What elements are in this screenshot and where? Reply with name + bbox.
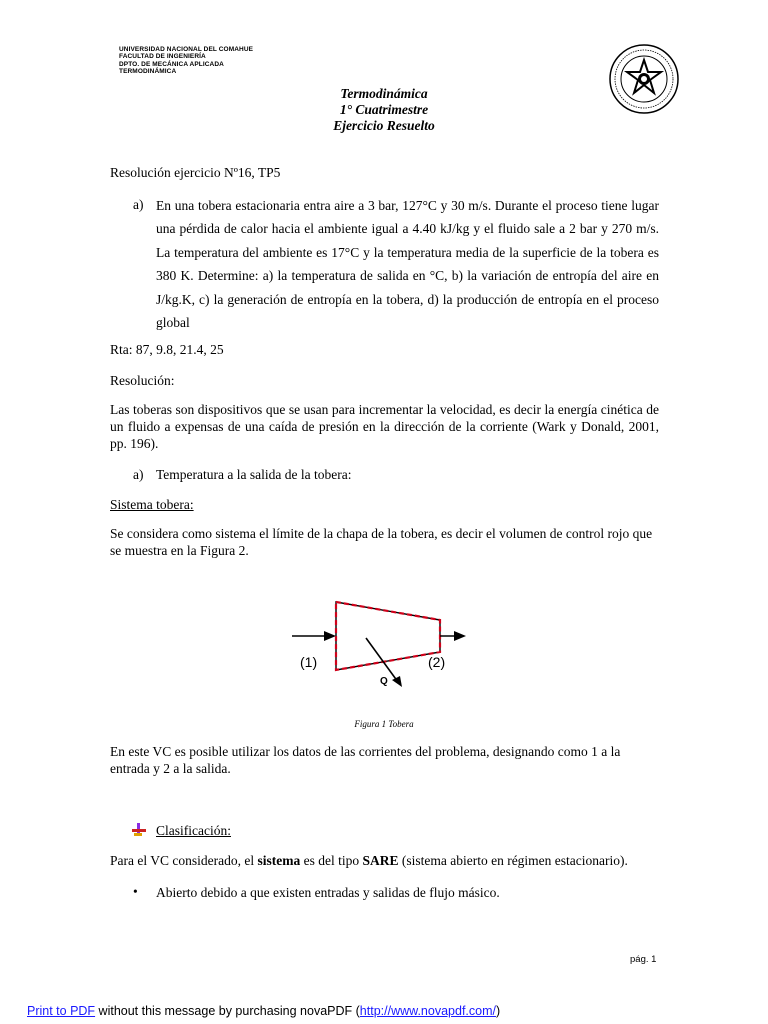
- system-heading: Sistema tobera:: [110, 497, 194, 512]
- nozzle-body: [336, 602, 440, 670]
- system-paragraph: Se considera como sistema el límite de la chapa de la tobera, es decir el volumen de control rojo que se muestra en la Figura 2.: [110, 526, 653, 558]
- figure-caption: Figura 1 Tobera: [354, 719, 414, 729]
- title-line: 1° Cuatrimestre: [339, 102, 429, 117]
- bullet-item: Abierto debido a que existen entradas y salidas de flujo másico.: [156, 885, 500, 900]
- title-line: Termodinámica: [340, 86, 428, 101]
- novapdf-link[interactable]: http://www.novapdf.com/: [359, 1004, 496, 1018]
- header-line: UNIVERSIDAD NACIONAL DEL COMAHUE: [119, 46, 254, 53]
- title-line: Ejercicio Resuelto: [333, 118, 435, 133]
- intro-paragraph: Las toberas son dispositivos que se usan para incrementar la velocidad, es decir la energía cinética de un fluido a expensas de una caída de presión en la dirección de la corriente (Wark y Donald, 2001, pp. 196).: [110, 402, 659, 451]
- sare-middle: es del tipo: [300, 853, 363, 868]
- document-titles: [0, 86, 768, 134]
- resolucion-label: Resolución:: [110, 373, 175, 388]
- print-to-pdf-link[interactable]: Print to PDF: [27, 1004, 96, 1018]
- bullet-dot: •: [133, 884, 138, 899]
- header-line: TERMODINÁMICA: [119, 68, 177, 76]
- sare-paragraph: [110, 852, 628, 869]
- item-a-text: Temperatura a la salida de la tobera:: [156, 467, 352, 482]
- answer-line: Rta: 87, 9.8, 21.4, 25: [110, 342, 224, 357]
- sare-bold-sare: SARE: [362, 853, 399, 868]
- footer-end-text: ): [495, 1004, 501, 1018]
- item-a-marker: a): [133, 467, 144, 482]
- sare-suffix: (sistema abierto en régimen estacionario).: [398, 853, 628, 868]
- print-footer: [27, 1004, 500, 1018]
- heat-arrowhead: [392, 676, 402, 687]
- header-line: DPTO. DE MECÁNICA APLICADA: [119, 60, 224, 68]
- clasificacion-label: Clasificación:: [156, 823, 231, 838]
- outlet-arrowhead: [454, 631, 466, 641]
- hand-pointer-icon: [131, 823, 147, 837]
- sare-bold-sistema: sistema: [257, 853, 301, 868]
- vc-paragraph: En este VC es posible utilizar los datos de las corrientes del problema, designando como 1 a la entrada y 2 a la salida.: [110, 744, 621, 776]
- inlet-label: (1): [300, 654, 318, 670]
- heat-label: Q: [380, 676, 388, 687]
- page-number: pág. 1: [630, 954, 657, 965]
- footer-middle-text: without this message by purchasing novaPDF (: [95, 1004, 360, 1018]
- institution-header: [119, 46, 253, 76]
- header-line: FACULTAD DE INGENIERÍA: [119, 53, 206, 61]
- problem-marker: a): [133, 197, 144, 212]
- nozzle-figure: [280, 590, 480, 700]
- problem-statement: En una tobera estacionaria entra aire a 3 bar, 127°C y 30 m/s. Durante el proceso tiene lugar una pérdida de calor hacia el ambiente igual a 4.40 kJ/kg y el fluido sale a 2 bar y 270 m/s. La temperatura del ambiente es 17°C y la temperatura media de la superficie de la tobera es 380 K. Determine: a) la temperatura de salida en °C, b) la variación de entropía del aire en J/kg.K, c) la generación de entropía en la tobera, d) la producción de entropía en el proceso global: [156, 198, 659, 331]
- outlet-label: (2): [428, 654, 446, 670]
- inlet-arrowhead: [324, 631, 336, 641]
- control-volume-outline: [336, 602, 440, 670]
- sare-prefix: Para el VC considerado, el: [110, 853, 258, 868]
- resolution-heading: Resolución ejercicio Nº16, TP5: [110, 165, 281, 180]
